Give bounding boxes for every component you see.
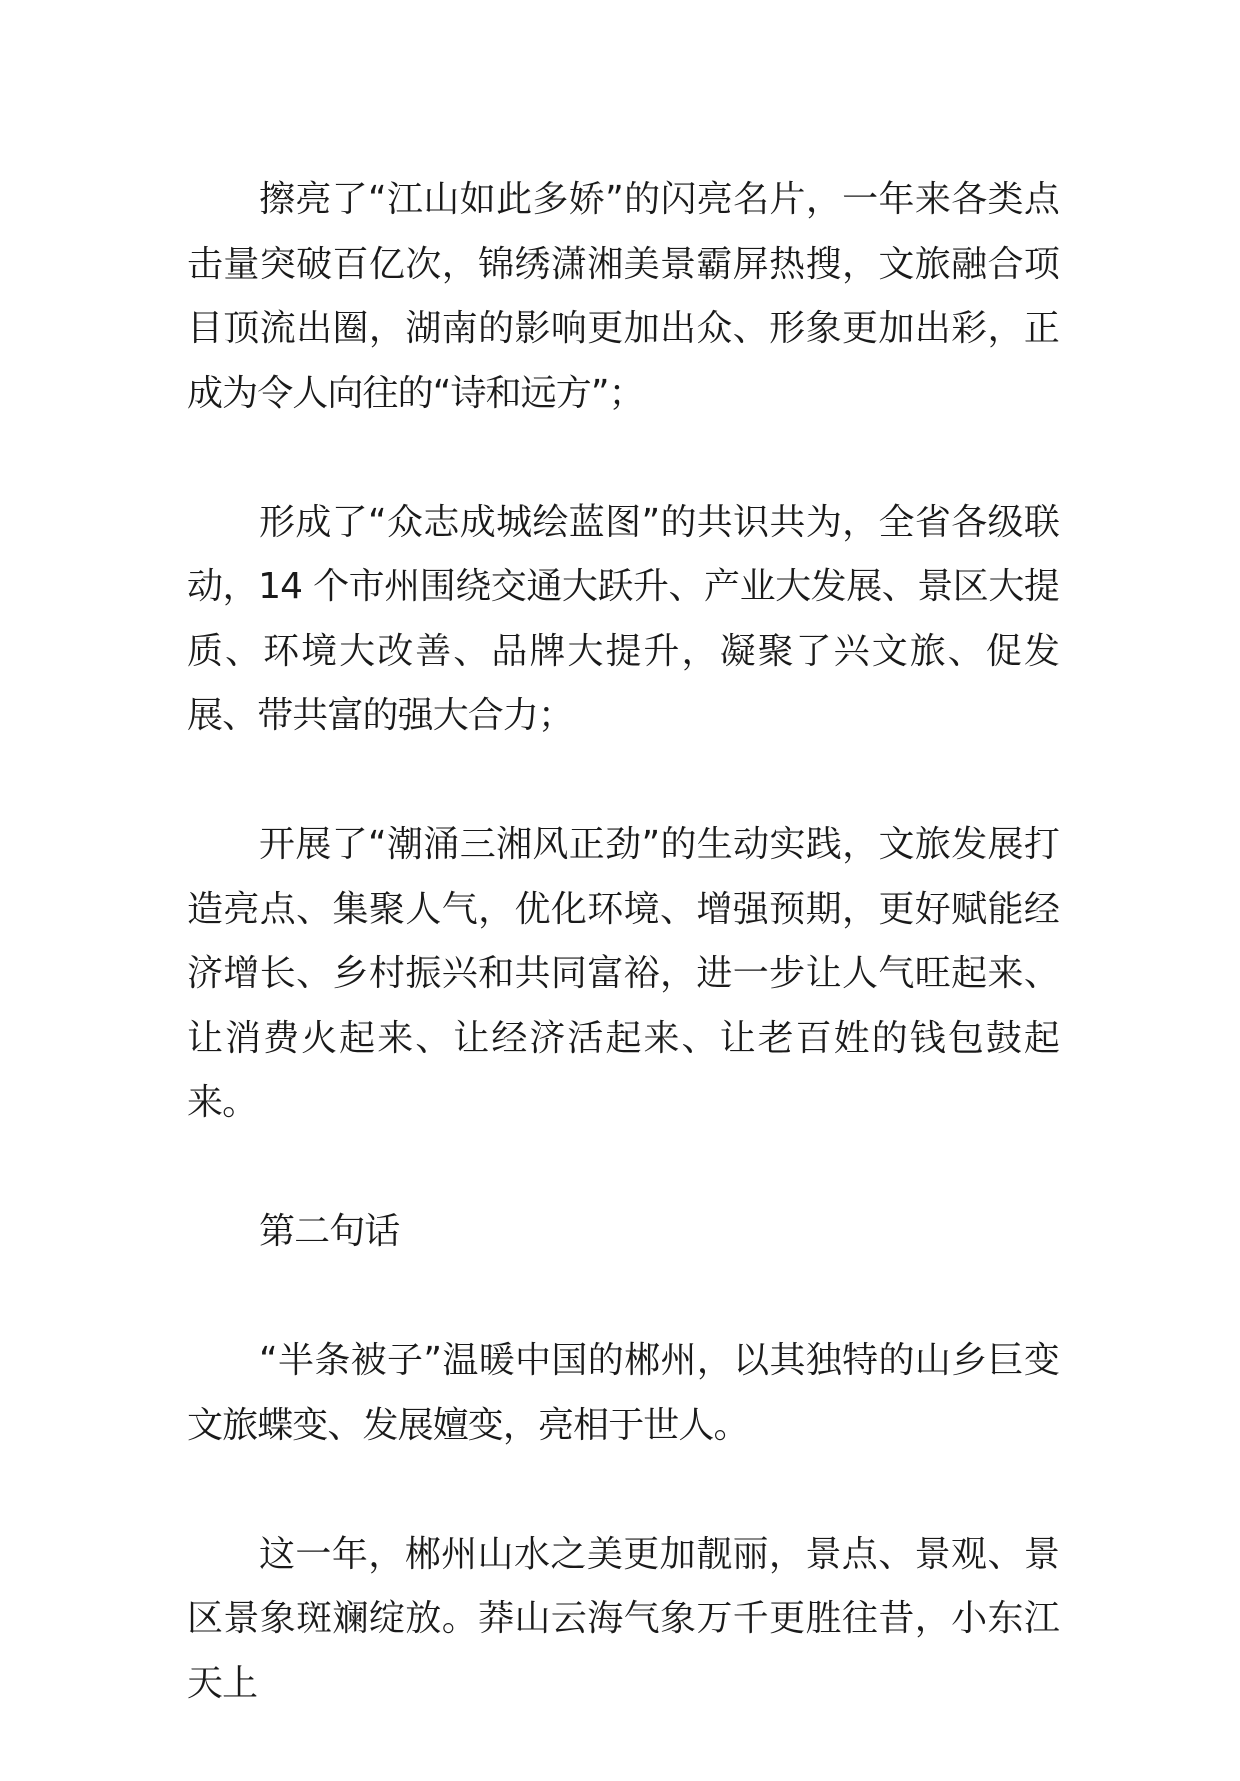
paragraph-2: 形成了“众志成城绘蓝图”的共识共为，全省各级联动，14 个市州围绕交通大跃升、产业大发展、景区大提质、环境大改善、品牌大提升，凝聚了兴文旅、促发展、带共富的强大合力； xyxy=(187,501,1059,736)
paragraph-5: 这一年，郴州山水之美更加靓丽，景点、景观、景区景象斑斓绽放。莽山云海气象万千更胜往昔，小东江天上 xyxy=(187,1533,1059,1704)
section-heading: 第二句话 xyxy=(259,1211,400,1252)
document-body xyxy=(187,168,1059,1781)
paragraph-1: 擦亮了“江山如此多娇”的闪亮名片，一年来各类点击量突破百亿次，锦绣潇湘美景霸屏热搜，文旅融合项目顶流出圈，湖南的影响更加出众、形象更加出彩，正成为令人向往的“诗和远方”； xyxy=(187,179,1059,414)
paragraph-3: 开展了“潮涌三湘风正劲”的生动实践，文旅发展打造亮点、集聚人气，优化环境、增强预期，更好赋能经济增长、乡村振兴和共同富裕，进一步让人气旺起来、让消费火起来、让经济活起来、让老百姓的钱包鼓起来。 xyxy=(187,824,1059,1123)
paragraph-4: “半条被子”温暖中国的郴州，以其独特的山乡巨变文旅蝶变、发展嬗变，亮相于世人。 xyxy=(187,1340,1059,1446)
